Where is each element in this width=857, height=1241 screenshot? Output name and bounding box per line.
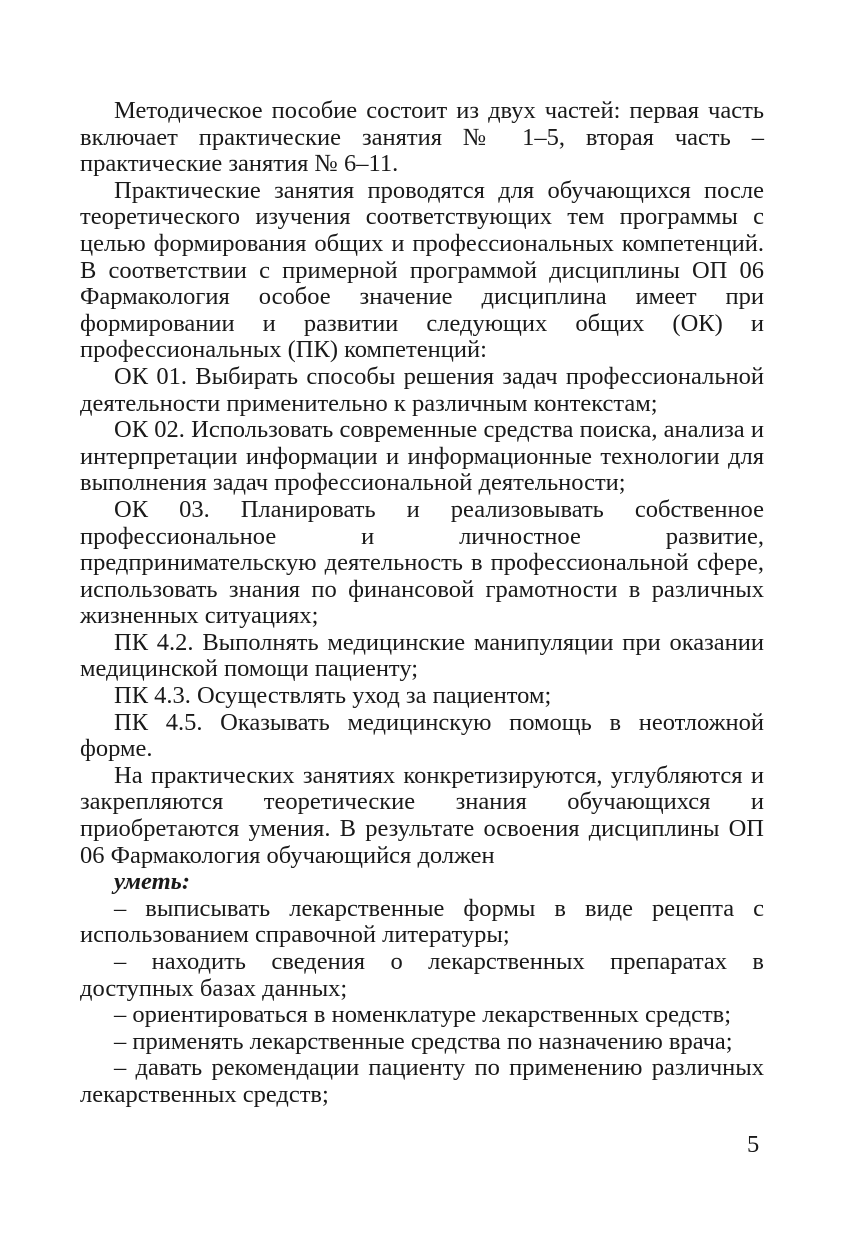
paragraph-practical-classes: Практические занятия проводятся для обучающихся после теоретического изучения соответствующих тем программы с целью формирования общих и профессиональных компетенций. В соответствии с примерной программой дисциплины ОП 06 Фармакология особое значение дисциплина имеет при формировании и развитии следующих общих (ОК) и профессиональных (ПК) компетенций: — [80, 176, 764, 364]
skill-item: – находить сведения о лекарственных препаратах в доступных базах данных; — [80, 948, 764, 1002]
competence-ok01: ОК 01. Выбирать способы решения задач профессиональной деятельности применительно к различным контекстам; — [80, 362, 764, 417]
competence-ok03: ОК 03. Планировать и реализовывать собственное профессиональное и личностное развитие, предпринимательскую деятельность в профессиональной сфере, использовать знания по финансовой грамотности в различных жизненных ситуациях; — [80, 495, 764, 630]
skill-item: – применять лекарственные средства по назначению врача; — [114, 1027, 733, 1055]
skills-heading: уметь: — [114, 868, 191, 896]
page-number: 5 — [747, 1131, 760, 1158]
skill-item: – ориентироваться в номенклатуре лекарственных средств; — [114, 1001, 732, 1029]
paragraph-structure: Методическое пособие состоит из двух частей: первая часть включает практические занятия № 1–5, вторая часть – практические занятия № 6–11. — [80, 97, 764, 178]
skill-item: – давать рекомендации пациенту по применению различных лекарственных средств; — [80, 1054, 764, 1108]
competence-pk45: ПК 4.5. Оказывать медицинскую помощь в неотложной форме. — [80, 708, 764, 763]
competence-ok02: ОК 02. Использовать современные средства поиска, анализа и интерпретации информации и информационные технологии для выполнения задач профессиональной деятельности; — [80, 416, 764, 497]
competence-pk43: ПК 4.3. Осуществлять уход за пациентом; — [114, 682, 552, 710]
paragraph-outcomes: На практических занятиях конкретизируются, углубляются и закрепляются теоретические знания обучающихся и приобретаются умения. В результате освоения дисциплины ОП 06 Фармакология обучающийся должен — [80, 761, 764, 869]
competence-pk42: ПК 4.2. Выполнять медицинские манипуляции при оказании медицинской помощи пациенту; — [80, 628, 764, 683]
skill-item: – выписывать лекарственные формы в виде рецепта с использованием справочной литературы; — [80, 894, 764, 949]
page-body — [80, 98, 764, 1109]
